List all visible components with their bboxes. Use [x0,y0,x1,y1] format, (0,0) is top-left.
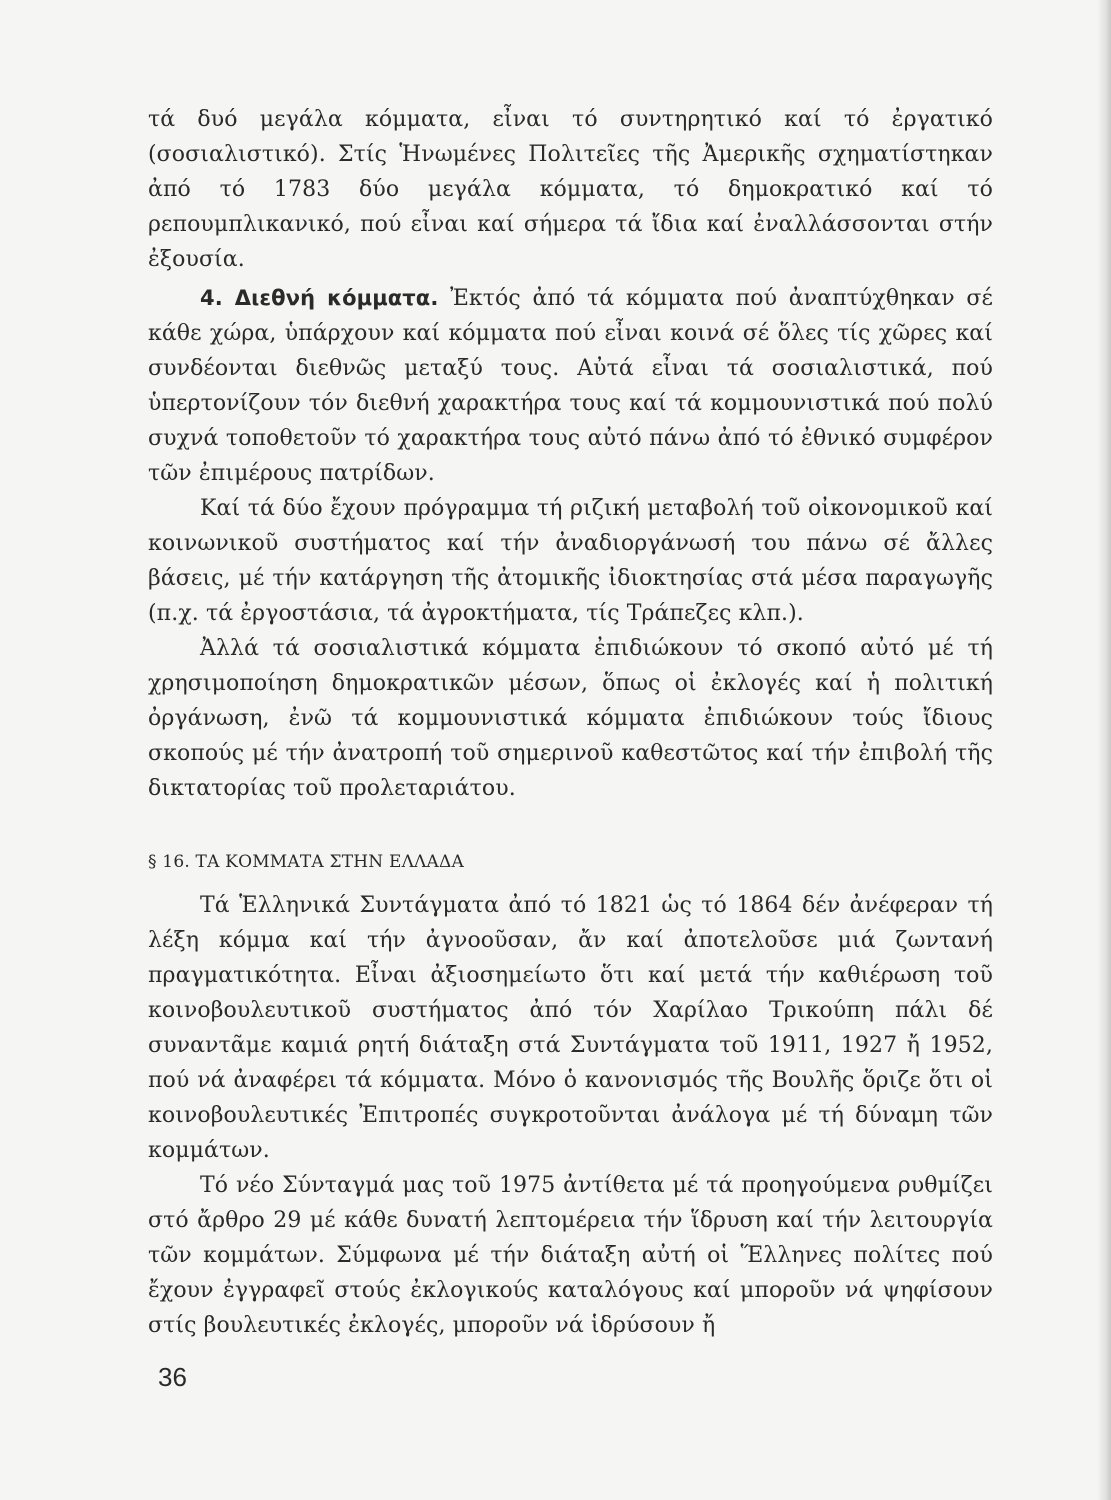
bottom-text-block [148,888,993,1343]
paragraph-greek-constitutions: Τά Ἑλληνικά Συντάγματα ἀπό τό 1821 ὡς τό 1864 δέν ἀνέφεραν τή λέξη κόμμα καί τήν ἀγνοοῦσαν, ἄν καί ἀποτελοῦσε μιά ζωντανή πραγματικότητα. Εἶναι ἀξιοσημείωτο ὅτι καί μετά τήν καθιέρωση τοῦ κοινοβουλευτικοῦ συστήματος ἀπό τόν Χαρίλαο Τρικούπη πάλι δέ συναντᾶμε καμιά ρητή διάταξη στά Συντάγματα τοῦ 1911, 1927 ἤ 1952, πού νά ἀναφέρει τά κόμματα. Μόνο ὁ κανονισμός τῆς Βουλῆς ὅριζε ὅτι οἱ κοινοβουλευτικές Ἐπιτροπές συγκροτοῦνται ἀνάλογα μέ τή δύναμη τῶν κομμάτων. [148,893,993,1163]
page-number: 36 [158,1362,187,1392]
section-title: § 16. ΤΑ ΚΟΜΜΑΤΑ ΣΤΗΝ ΕΛΛΑΔΑ [148,852,464,872]
subheading-international-parties: 4. Διεθνή κόμματα. [200,286,439,310]
paragraph-international-parties [148,281,993,491]
paragraph-methods: Ἀλλά τά σοσιαλιστικά κόμματα ἐπιδιώκουν τό σκοπό αὐτό μέ τή χρησιμοποίηση δημοκρατικῶν μέσων, ὅπως οἱ ἐκλογές καί ἡ πολιτική ὀργάνωση, ἐνῶ τά κομμουνιστικά κόμματα ἐπιδιώκουν τούς ἴδιους σκοπούς μέ τήν ἀνατροπή τοῦ σημερινοῦ καθεστῶτος καί τήν ἐπιβολή τῆς δικτατορίας τοῦ προλεταριάτου. [148,636,993,801]
paragraph-international-parties-text: Ἐκτός ἀπό τά κόμματα πού ἀναπτύχθηκαν σέ κάθε χώρα, ὑπάρχουν καί κόμματα πού εἶναι κοινά σέ ὅλες τίς χῶρες καί συνδέονται διεθνῶς μεταξύ τους. Αὐτά εἶναι τά σοσιαλιστικά, πού ὑπερτονίζουν τόν διεθνή χαρακτήρα τους καί τά κομμουνιστικά πού πολύ συχνά τοποθετοῦν τό χαρακτήρα τους αὐτό πάνω ἀπό τό ἐθνικό συμφέρον τῶν ἐπιμέρους πατρίδων. [148,286,993,486]
paragraph-constitution-1975: Τό νέο Σύνταγμά μας τοῦ 1975 ἀντίθετα μέ τά προηγούμενα ρυθμίζει στό ἄρθρο 29 μέ κάθε δυνατή λεπτομέρεια τήν ἵδρυση καί τήν λειτουργία τῶν κομμάτων. Σύμφωνα μέ τήν διάταξη αὐτή οἱ Ἕλληνες πολίτες πού ἔχουν ἐγγραφεῖ στούς ἐκλογικούς καταλόγους καί μποροῦν νά ψηφίσουν στίς βουλευτικές ἐκλογές, μποροῦν νά ἱδρύσουν ἤ [148,1173,993,1338]
paragraph-parties-uk-usa: τά δυό μεγάλα κόμματα, εἶναι τό συντηρητικό καί τό ἐργατικό (σοσιαλιστικό). Στίς Ἡνωμένες Πολιτεῖες τῆς Ἀμερικῆς σχηματίστηκαν ἀπό τό 1783 δύο μεγάλα κόμματα, τό δημοκρατικό καί τό ρεπουμπλικανικό, πού εἶναι καί σήμερα τά ἴδια καί ἐναλλάσσονται στήν ἐξουσία. [148,107,993,272]
page-edge-shadow [1097,0,1111,1500]
paragraph-program: Καί τά δύο ἔχουν πρόγραμμα τή ριζική μεταβολή τοῦ οἰκονομικοῦ καί κοινωνικοῦ συστήματος καί τήν ἀναδιοργάνωσή του πάνω σέ ἄλλες βάσεις, μέ τήν κατάργηση τῆς ἀτομικῆς ἰδιοκτησίας στά μέσα παραγωγῆς (π.χ. τά ἐργοστάσια, τά ἀγροκτήματα, τίς Τράπεζες κλπ.). [148,496,993,626]
top-text-block [148,102,993,806]
